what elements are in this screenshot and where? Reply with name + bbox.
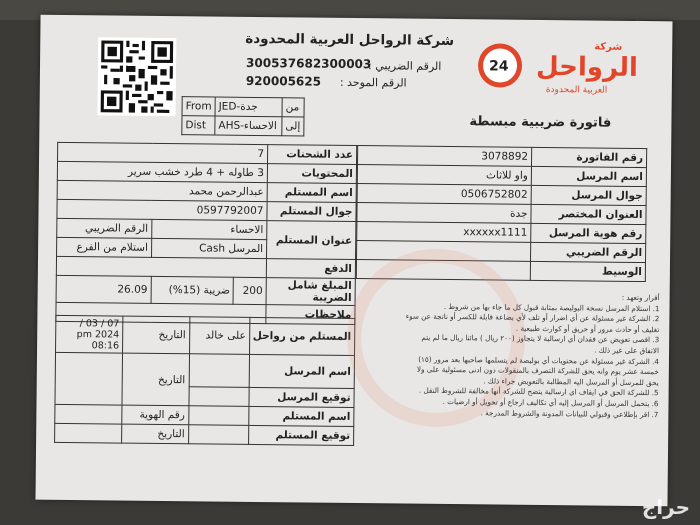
sender-name: واو للاثاث <box>357 165 531 186</box>
short-address-label: العنوان المختصر <box>531 204 646 224</box>
logo-badge-icon <box>478 43 522 87</box>
courier-name: على خالد <box>189 317 249 355</box>
terms-line: 6. يتحمل المرسل أو المرسل إليه أي تكاليف ارجاع أو تحويل أو ارضيات . <box>442 396 659 409</box>
receiver-phone-label: جوال المستلم <box>267 202 356 222</box>
vat-label: ضريبة (15%) <box>151 276 234 304</box>
payment-label: الدفع <box>266 259 355 279</box>
shipments-count: 7 <box>58 142 268 163</box>
company-name: شركة الرواحل العربية المحدودة <box>245 30 455 50</box>
payment-value <box>56 256 266 277</box>
contents-label: المحتويات <box>267 164 356 184</box>
company-logo <box>476 39 639 111</box>
courier-receiver-label: المستلم من رواحل <box>249 317 355 355</box>
route-table <box>181 96 304 136</box>
agent-label: الوسيط <box>530 261 645 281</box>
logo-small-text: شركة <box>594 41 623 53</box>
sender-name-sign-label: اسم المرسل <box>249 354 355 388</box>
from-label-ar: من <box>282 98 304 117</box>
signature-table <box>54 315 355 446</box>
vat-amount: 26.09 <box>56 275 151 303</box>
date-label: التاريخ <box>123 316 190 354</box>
qr-code <box>98 37 177 116</box>
from-label: From <box>182 97 215 116</box>
tax-number: 300537682300003 <box>245 55 372 72</box>
invoice-paper <box>35 15 672 507</box>
to-value: AHS-الاحساء <box>215 116 282 136</box>
receiver-name-sign-value <box>188 406 248 426</box>
short-address: جدة <box>357 203 531 224</box>
site-watermark: حراج <box>641 495 690 519</box>
logo-main-text: الرواحل <box>535 51 639 83</box>
terms-list <box>398 290 659 420</box>
sender-phone-label: جوال المرسل <box>531 185 646 205</box>
payment-method: المرسل Cash <box>151 238 266 258</box>
from-value: JED-جدة <box>215 97 282 117</box>
terms-line: يحق للمرسل أو المرسل اليه المطالبة بالتعويض جراء ذلك . <box>483 376 659 387</box>
invoice-title: فاتورة ضريبية مبسطة <box>469 114 612 131</box>
notes-label: ملاحظات <box>266 305 355 325</box>
sender-tax-label: الرقم الضريبي <box>531 242 646 262</box>
unified-number: 920005625 <box>245 73 322 89</box>
invoice-no: 3078892 <box>358 146 532 167</box>
tax-number-label: الرقم الضريبي : <box>367 59 442 73</box>
terms-line: الاتفاق على غير ذلك . <box>594 345 660 356</box>
sender-signature-value <box>189 387 249 407</box>
receiver-name-sign-label: اسم المستلم <box>248 406 354 426</box>
logo-sub-text: العربية المحدودة <box>545 84 608 96</box>
pickup-method: استلام من الفرع <box>57 237 152 257</box>
receiver-name-label: اسم المستلم <box>267 183 356 203</box>
total-amount: 200 <box>233 277 266 304</box>
sender-signature-label: توقيع المرسل <box>249 387 355 407</box>
receiver-signature-label: توقيع المستلم <box>248 425 354 445</box>
sender-phone: 0506752802 <box>357 184 531 205</box>
terms-line: 2. الشركة غير مسئولة عن أي اضرار أو تلف لأي بضاعة قابلة للكسر أو ناتجة عن سوء <box>405 311 660 324</box>
terms-line: 5. للشركة الحق في ايقاف اي ارسالية يتضح للشركة أنها مخالفة للشروط النقل . <box>418 386 659 398</box>
sender-name-sign-value <box>189 354 249 388</box>
date-label-3: التاريخ <box>122 424 189 444</box>
receiver-phone: 0597792007 <box>57 199 267 220</box>
to-label-ar: إلى <box>282 117 304 136</box>
terms-line: تغليف أو حادث مرور أو حريق أو كوارث طبيعية . <box>515 323 660 334</box>
logo-badge-text: 24 <box>488 58 509 75</box>
terms-line: خمسة عشر يوم وانه يحق للشركة التصرف بالمنقولات دون ادنى مسئولية على ولا <box>416 364 659 377</box>
contents: 3 طاوله + 4 طرد خشب سرير <box>57 161 267 182</box>
shipment-table <box>55 142 357 325</box>
total-label: المبلغ شامل الضريبة <box>266 278 355 306</box>
shipments-count-label: عدد الشحنات <box>268 145 357 165</box>
receiver-signature-value <box>188 425 248 445</box>
date-value-3 <box>55 423 122 443</box>
date-label-2: التاريخ <box>122 353 189 406</box>
receiver-address-label: عنوان المستلم <box>267 221 356 260</box>
date-value-2 <box>55 352 123 405</box>
unified-number-label: الرقم الموحد : <box>339 75 407 90</box>
receiver-name: عبدالرحمن محمد <box>57 180 267 201</box>
to-label: Dist <box>182 116 215 135</box>
invoice-no-label: رقم الفاتورة <box>531 147 646 167</box>
terms-line: 4. الشركة غير مسئولة عن محتويات أي بوليصة لم يتسلمها صاحبها بعد مرور (١٥) <box>418 354 660 366</box>
receiver-tax-label: الرقم الضريبي <box>57 218 152 238</box>
sender-id: xxxxxx1111 <box>357 222 531 243</box>
sender-name-label: اسم المرسل <box>531 166 646 186</box>
id-value <box>55 404 122 424</box>
terms-line: 3. اقصى تعويض عن فقدان أي ارسالية لا يتجاوز (٢٠٠ ريال ) مائتا ريال ما لم يتم <box>421 333 660 345</box>
receiver-city: الاحساء <box>152 219 267 239</box>
terms-line: 1. استلام المرسل نسخة البوليصة بمثابة قبول كل ما جاء بها من شروط . <box>443 301 660 313</box>
terms-line: أقرار وتعهد : <box>621 292 660 303</box>
date-value: 07 / 03 / 2024 pm 08:16 <box>56 315 123 353</box>
sender-id-label: رقم هوية المرسل <box>531 223 646 243</box>
id-label: رقم الهوية <box>122 405 189 425</box>
terms-line: 7. اقر بإطلاعي وقبولي للبيانات المدونة والشروط المدرجة . <box>480 407 659 419</box>
